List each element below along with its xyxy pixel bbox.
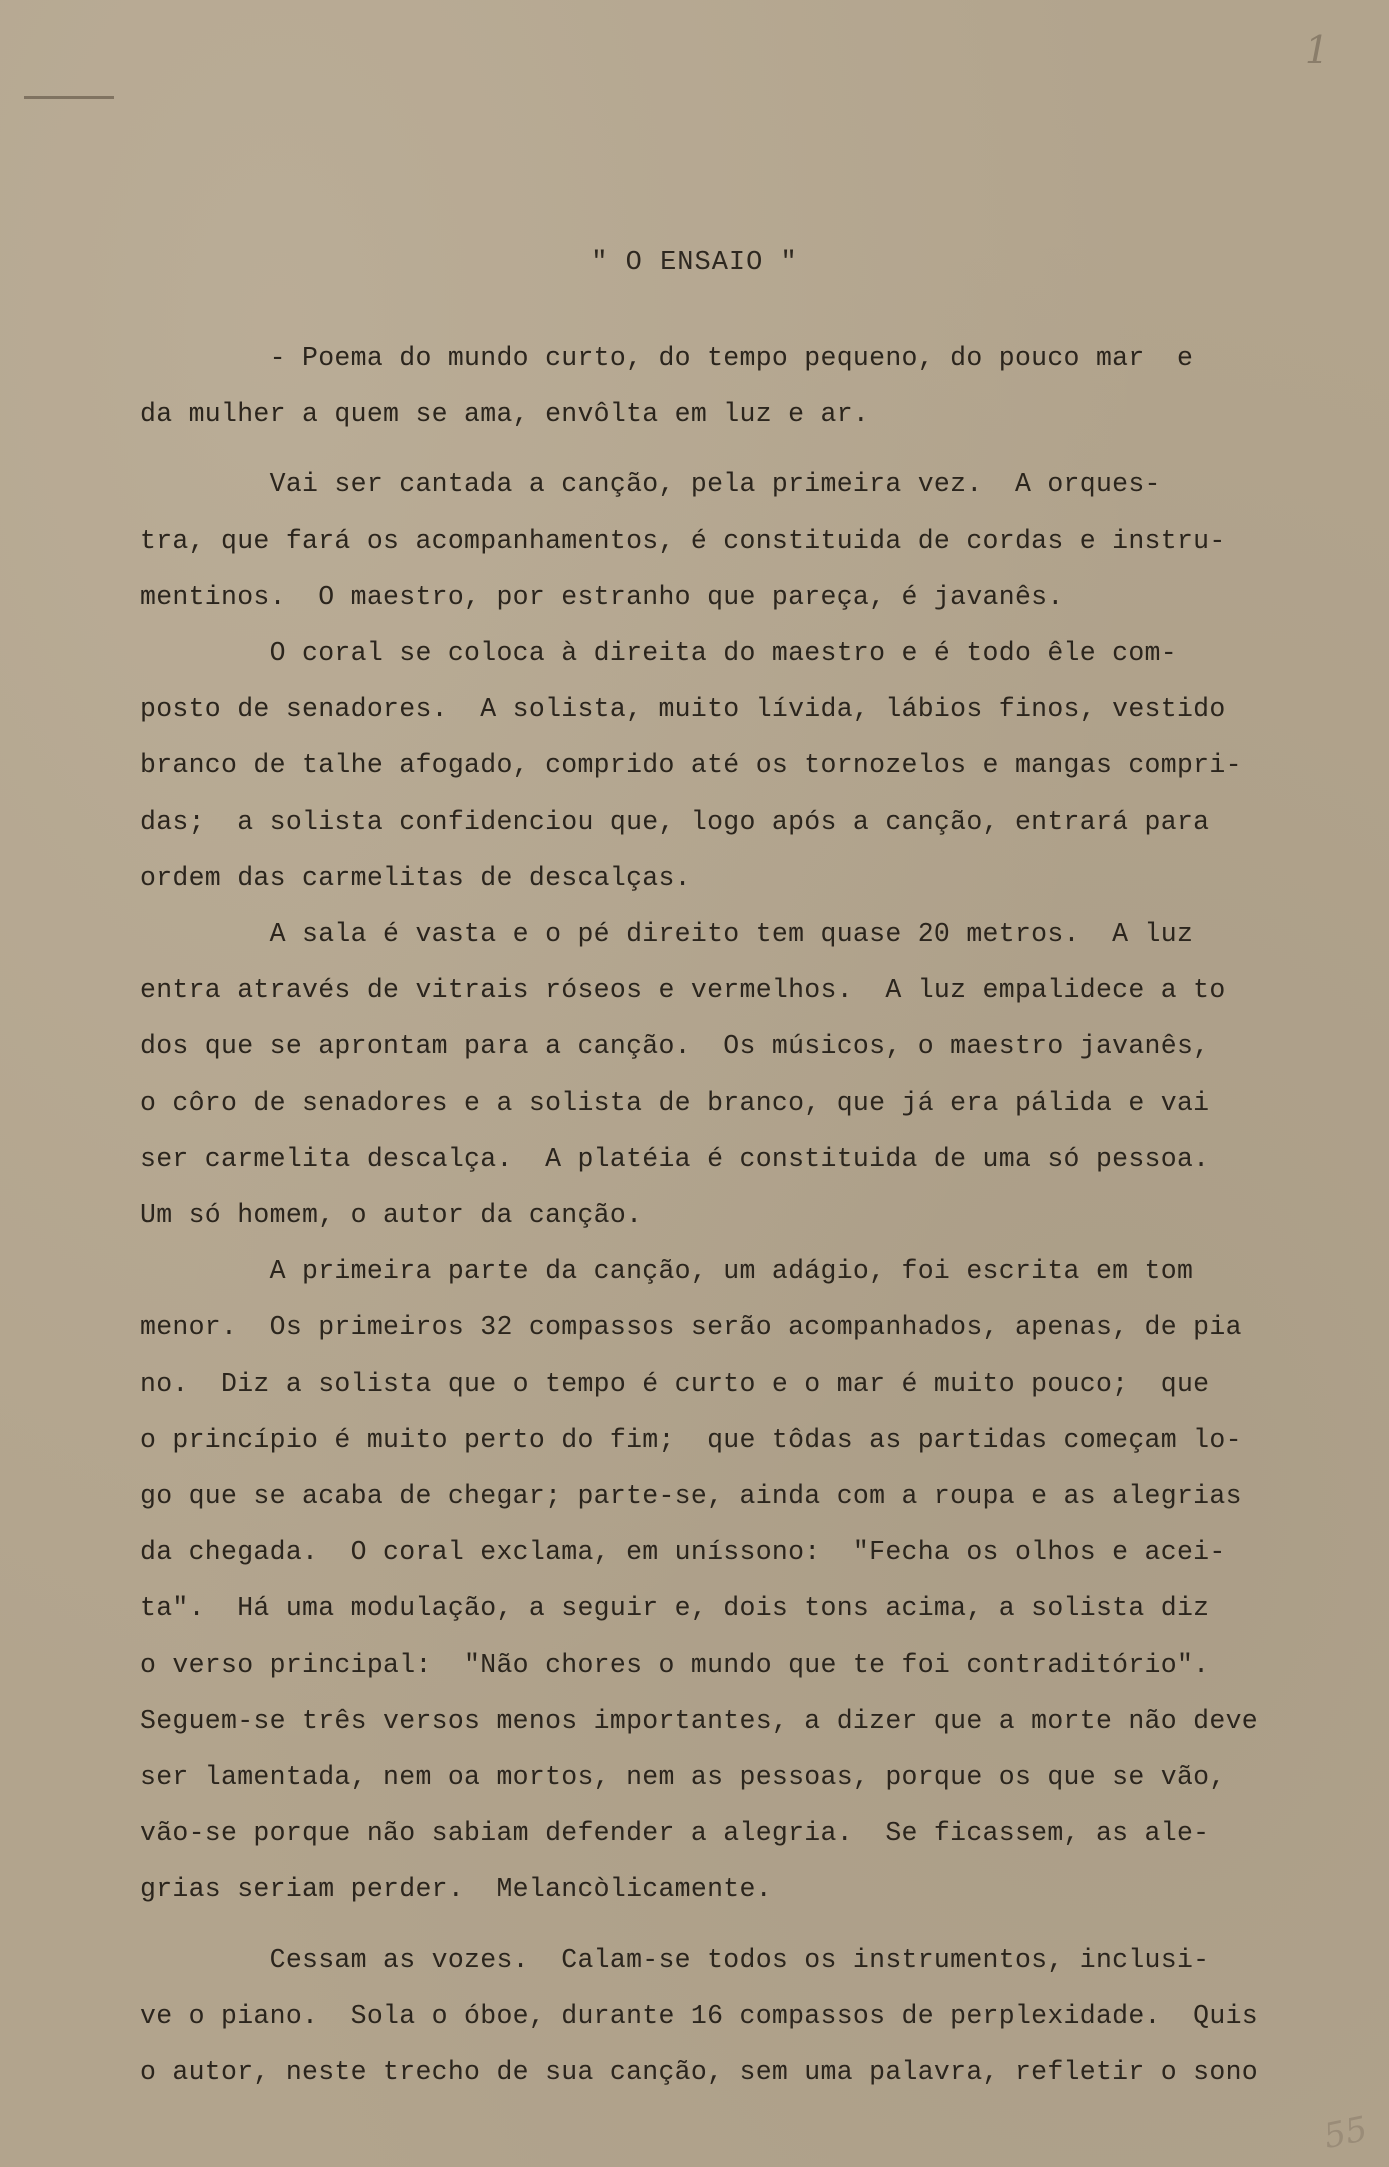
text-line: ser carmelita descalça. A platéia é constituida de uma só pessoa. <box>140 1143 1210 1174</box>
text-line: ta". Há uma modulação, a seguir e, dois tons acima, a solista diz <box>140 1593 1210 1624</box>
text-line: ordem das carmelitas de descalças. <box>140 862 691 893</box>
text-line: Cessam as vozes. Calam-se todos os instrumentos, inclusi- <box>140 1944 1210 1975</box>
text-line: tra, que fará os acompanhamentos, é constituida de cordas e instru- <box>140 525 1226 556</box>
text-line: dos que se aprontam para a canção. Os músicos, o maestro javanês, <box>140 1031 1210 1062</box>
page-number-top: 1 <box>1304 28 1329 72</box>
text-line: go que se acaba de chegar; parte-se, ainda com a roupa e as alegrias <box>140 1481 1242 1512</box>
document-body <box>140 330 1330 2100</box>
text-line: Um só homem, o autor da canção. <box>140 1200 643 1231</box>
text-line: entra através de vitrais róseos e vermelhos. A luz empalidece a to <box>140 975 1226 1006</box>
text-line: Seguem-se três versos menos importantes, a dizer que a morte não deve <box>140 1705 1258 1736</box>
text-line: ser lamentada, nem oa mortos, nem as pessoas, porque os que se vão, <box>140 1762 1226 1793</box>
text-line: posto de senadores. A solista, muito lívida, lábios finos, vestido <box>140 694 1226 725</box>
text-line: O coral se coloca à direita do maestro e é todo êle com- <box>140 638 1177 669</box>
text-line: da mulher a quem se ama, envôlta em luz e ar. <box>140 399 870 430</box>
text-line: das; a solista confidenciou que, logo após a canção, entrará para <box>140 806 1210 837</box>
text-line: ve o piano. Sola o óboe, durante 16 compassos de perplexidade. Quis <box>140 2000 1258 2031</box>
text-line: A sala é vasta e o pé direito tem quase 20 metros. A luz <box>140 919 1194 950</box>
text-line: o verso principal: "Não chores o mundo que te foi contraditório". <box>140 1649 1210 1680</box>
text-line: no. Diz a solista que o tempo é curto e o mar é muito pouco; que <box>140 1368 1210 1399</box>
text-line: o côro de senadores e a solista de branco, que já era pálida e vai <box>140 1087 1210 1118</box>
text-line: vão-se porque não sabiam defender a alegria. Se ficassem, as ale- <box>140 1818 1210 1849</box>
edge-ink-mark <box>24 96 114 99</box>
text-line: o princípio é muito perto do fim; que tôdas as partidas começam lo- <box>140 1424 1242 1455</box>
text-line: A primeira parte da canção, um adágio, foi escrita em tom <box>140 1256 1194 1287</box>
text-line: grias seriam perder. Melancòlicamente. <box>140 1874 772 1905</box>
text-line: o autor, neste trecho de sua canção, sem uma palavra, refletir o sono <box>140 2057 1258 2088</box>
text-line: branco de talhe afogado, comprido até os tornozelos e mangas compri- <box>140 750 1242 781</box>
page-number-bottom: 55 <box>1320 2108 1371 2158</box>
text-line: da chegada. O coral exclama, em uníssono: "Fecha os olhos e acei- <box>140 1537 1226 1568</box>
document-title: " O ENSAIO " <box>591 248 798 278</box>
text-line: Vai ser cantada a canção, pela primeira vez. A orques- <box>140 469 1161 500</box>
text-line: mentinos. O maestro, por estranho que pareça, é javanês. <box>140 581 1064 612</box>
text-line: - Poema do mundo curto, do tempo pequeno, do pouco mar e <box>140 343 1194 373</box>
text-line: menor. Os primeiros 32 compassos serão acompanhados, apenas, de pia <box>140 1312 1242 1343</box>
